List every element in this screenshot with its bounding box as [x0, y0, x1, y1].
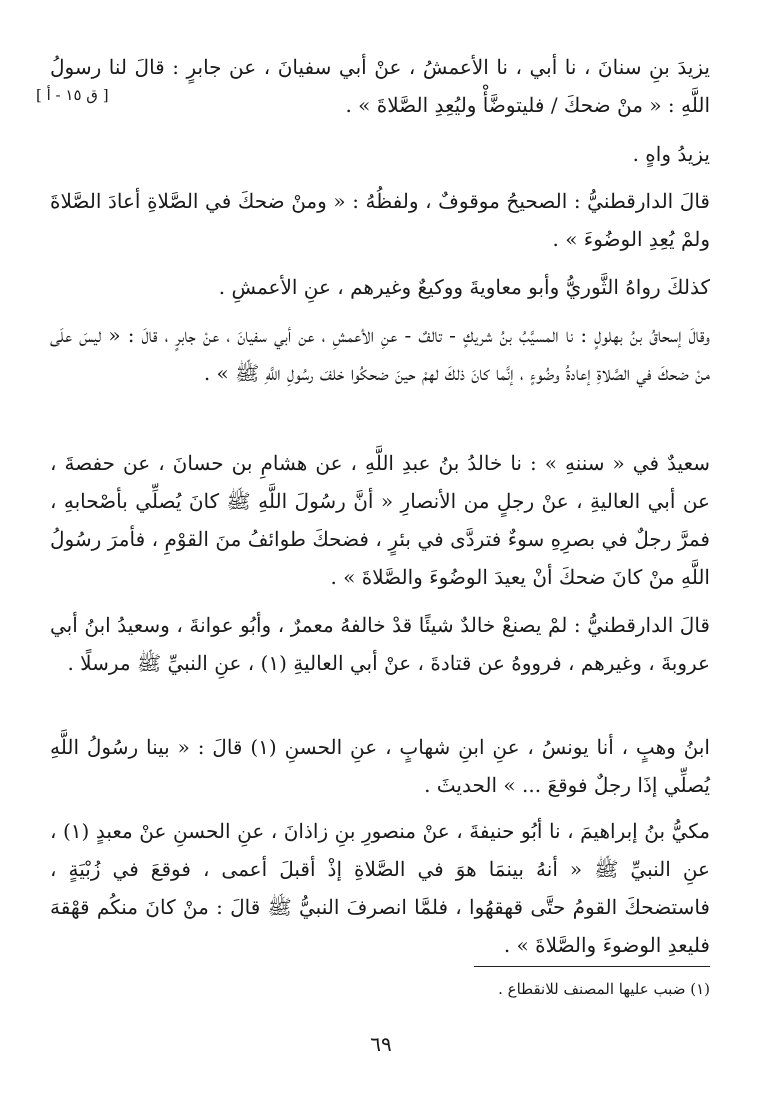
paragraph-7: قالَ الدارقطنيُّ : لمْ يصنعْ خالدٌ شيئًا قدْ خالفهُ معمرٌ ، وأبُو عوانةَ ، وسعيدُ ابنُ أبي عروبةَ ، وغيرهم ، فرووهُ عن قتادةَ ، عنْ أبي العاليةِ (١) ، عنِ النبيِّ ﷺ مرسلًا .: [50, 613, 710, 675]
page-number: ٦٩: [370, 1032, 392, 1056]
paragraph-6: سعيدٌ في « سننهِ » : نا خالدُ بنُ عبدِ اللَّهِ ، عن هشامِ بن حسانَ ، عن حفصةَ ، عن أبي العاليةِ ، عنْ رجلٍ من الأنصارِ « أنَّ رسُولَ اللَّهِ ﷺ كانَ يُصلِّي بأصْحابهِ ، فمرَّ رجلٌ في بصرِهِ سوءٌ فتردَّى في بئرٍ ، فضحكَ طوائفُ منَ القوْمِ ، فأمرَ رسُولُ اللَّهِ منْ كانَ ضحكَ أنْ يعيدَ الوضُوءَ والصَّلاةَ » .: [50, 451, 710, 589]
footnote-separator: [474, 966, 710, 967]
paragraph-3: قالَ الدارقطنيُّ : الصحيحُ موقوفٌ ، ولفظُهُ : « ومنْ ضحكَ في الصَّلاةِ أعادَ الصَّلاةَ ولمْ يُعِدِ الوضُوءَ » .: [50, 189, 710, 251]
paragraph-9: مكيُّ بنُ إبراهيمَ ، نا أبُو حنيفةَ ، عنْ منصورِ بنِ زاذانَ ، عنِ الحسنِ عنْ معبدٍ (١) ، عنِ النبيِّ ﷺ « أنهُ بينمَا هوَ في الصَّلاةِ إذْ أقبلَ أعمى ، فوقعَ في زُبْيَةٍ ، فاستضحكَ القومُ حتَّى قهقهُوا ، فلمَّا انصرفَ النبيُّ ﷺ قالَ : منْ كانَ منكُم قهْقهَ فليعدِ الوضوءَ والصَّلاةَ » .: [50, 819, 710, 957]
footnote: (١) ضبب عليها المصنف للانقطاع .: [498, 980, 710, 998]
paragraph-8: ابنُ وهبٍ ، أنا يونسُ ، عنِ ابنِ شهابٍ ، عنِ الحسنِ (١) قالَ : « بينا رسُولُ اللَّهِ يُصلِّي إذَا رجلٌ فوقعَ ... » الحديثَ .: [50, 735, 710, 797]
manuscript-folio-marker: [ ق ١٥ - أ ]: [36, 86, 109, 104]
paragraph-1: يزيدَ بنِ سنانَ ، نا أبي ، نا الأعمشُ ، عنْ أبي سفيانَ ، عن جابرٍ : قالَ لنا رسولُ اللَّهِ : « منْ ضحكَ / فليتوضَّأْ وليُعِدِ الصَّلاةَ » .: [50, 55, 710, 117]
paragraph-5: وقالَ إسحاقُ بنُ بهلولٍ : نا المسيَّبُ بنُ شريكٍ - تالفٌ - عنِ الأعمشِ ، عن أبي سفيانَ ، عنْ جابرٍ ، قالَ : « ليسَ علَى منْ ضحكَ في الصَّلاةِ إعادةُ وضُوءٍ ، إنَّما كانَ ذلكَ لهمْ حينَ ضحكُوا خلفَ رسُولِ اللَّهِ ﷺ » .: [50, 323, 710, 385]
paragraph-4: كذلكَ رواهُ الثَّوريُّ وأبو معاويةَ ووكيعٌ وغيرهم ، عنِ الأعمشِ .: [218, 275, 710, 299]
paragraph-2: يزيدُ واهٍ .: [632, 142, 710, 166]
